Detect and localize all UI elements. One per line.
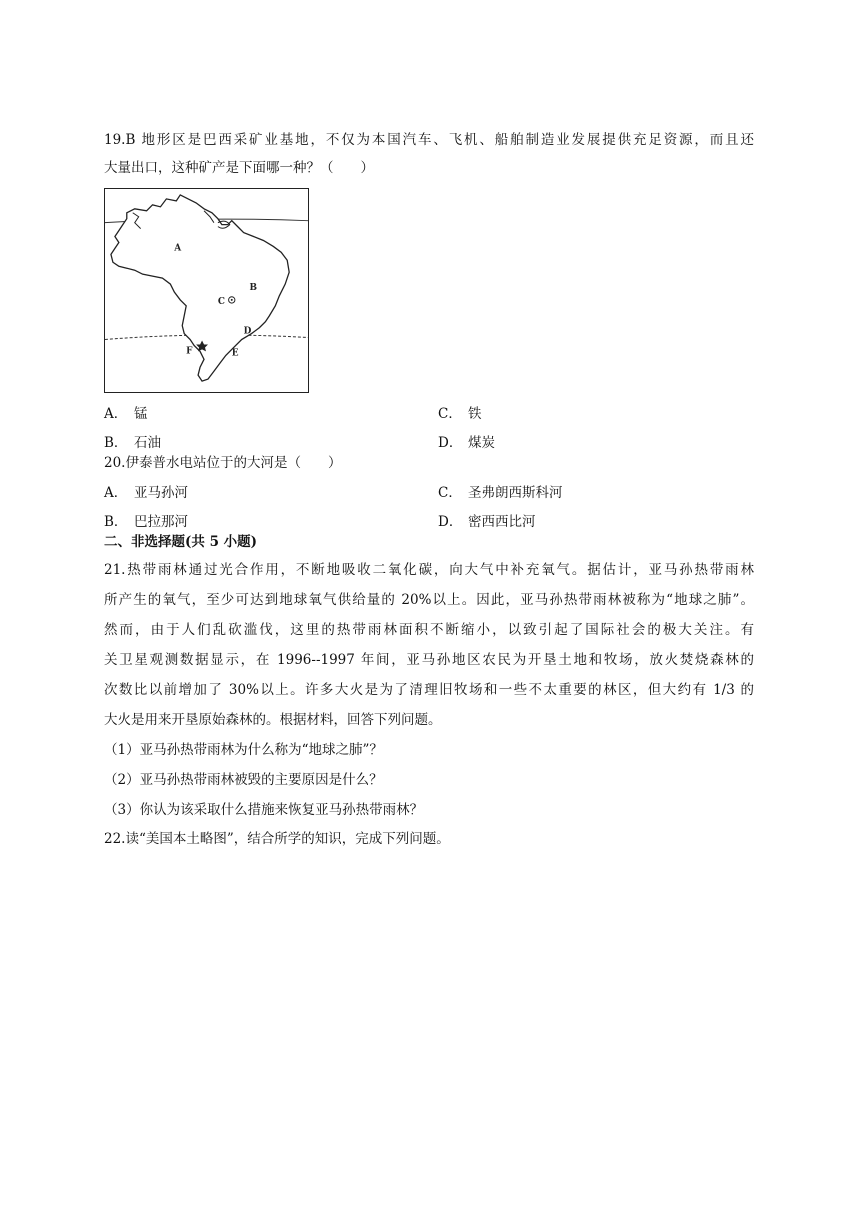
q20-stem: 20.伊泰普水电站位于的大河是（ ） <box>104 455 342 471</box>
q19-option-a[interactable] <box>104 405 148 423</box>
map-label-c: C <box>217 296 225 307</box>
q19-option-c[interactable] <box>438 405 482 423</box>
map-label-f: F <box>186 346 193 357</box>
q20-option-a-letter: A． <box>104 485 128 501</box>
q19-option-d[interactable] <box>438 434 495 452</box>
q19-option-c-letter: C． <box>438 406 462 422</box>
q20-option-b-letter: B． <box>104 514 128 530</box>
map-label-e: E <box>231 348 239 359</box>
map-label-b: B <box>249 283 258 294</box>
q19-stem-line-1: 19.B 地形区是巴西采矿业基地，不仅为本国汽车、飞机、船舶制造业发展提供充足资源，而且还 <box>104 132 754 148</box>
map-label-d: D <box>243 326 252 337</box>
q21-sub-question-3: （3）你认为该采取什么措施来恢复亚马孙热带雨林？ <box>104 802 424 818</box>
q19-option-a-letter: A． <box>104 406 128 422</box>
q20-option-b[interactable] <box>104 513 188 531</box>
q20-option-d-letter: D． <box>438 514 463 530</box>
map-label-a: A <box>174 243 182 254</box>
q19-option-d-letter: D． <box>438 435 463 451</box>
q19-option-b-letter: B． <box>104 435 128 451</box>
q19-option-a-text: 锰 <box>134 406 148 422</box>
q21-paragraph-line-2: 所产生的氧气，至少可达到地球氧气供给量的 20%以上。因此，亚马孙热带雨林被称为“地球之肺”。 <box>104 592 754 608</box>
q21-sub-question-2: （2）亚马孙热带雨林被毁的主要原因是什么？ <box>104 772 383 788</box>
q19-stem-line-2: 大量出口，这种矿产是下面哪一种？（ ） <box>104 160 374 176</box>
q20-option-a-text: 亚马孙河 <box>134 485 188 501</box>
q19-option-d-text: 煤炭 <box>468 435 495 451</box>
brazil-map <box>104 188 309 393</box>
q21-sub-question-1: （1）亚马孙热带雨林为什么称为“地球之肺”？ <box>104 742 383 758</box>
q21-paragraph-line-4: 关卫星观测数据显示，在 1996--1997 年间，亚马孙地区农民为开垦土地和牧场，放火焚烧森林的 <box>104 652 754 668</box>
q20-option-a[interactable] <box>104 484 188 502</box>
q20-option-c[interactable] <box>438 484 563 502</box>
q21-paragraph-line-6: 大火是用来开垦原始森林的。根据材料，回答下列问题。 <box>104 712 442 728</box>
q20-option-d-text: 密西西比河 <box>468 514 536 530</box>
q20-option-c-letter: C． <box>438 485 462 501</box>
q19-option-b[interactable] <box>104 434 161 452</box>
q21-paragraph-line-1: 21.热带雨林通过光合作用，不断地吸收二氧化碳，向大气中补充氧气。据估计，亚马孙热带雨林 <box>104 562 754 578</box>
q22-stem: 22.读“美国本土略图”，结合所学的知识，完成下列问题。 <box>104 831 450 847</box>
section-2-title: 二、非选择题(共 5 小题) <box>104 534 258 550</box>
q20-option-b-text: 巴拉那河 <box>134 514 188 530</box>
q20-option-d[interactable] <box>438 513 536 531</box>
q21-paragraph-line-3: 然而，由于人们乱砍滥伐，这里的热带雨林面积不断缩小，以致引起了国际社会的极大关注。有 <box>104 622 754 638</box>
q20-option-c-text: 圣弗朗西斯科河 <box>468 485 563 501</box>
q19-option-b-text: 石油 <box>134 435 161 451</box>
q19-option-c-text: 铁 <box>468 406 482 422</box>
q21-paragraph-line-5: 次数比以前增加了 30%以上。许多大火是为了清理旧牧场和一些不太重要的林区，但大约有 1/3 的 <box>104 682 754 698</box>
